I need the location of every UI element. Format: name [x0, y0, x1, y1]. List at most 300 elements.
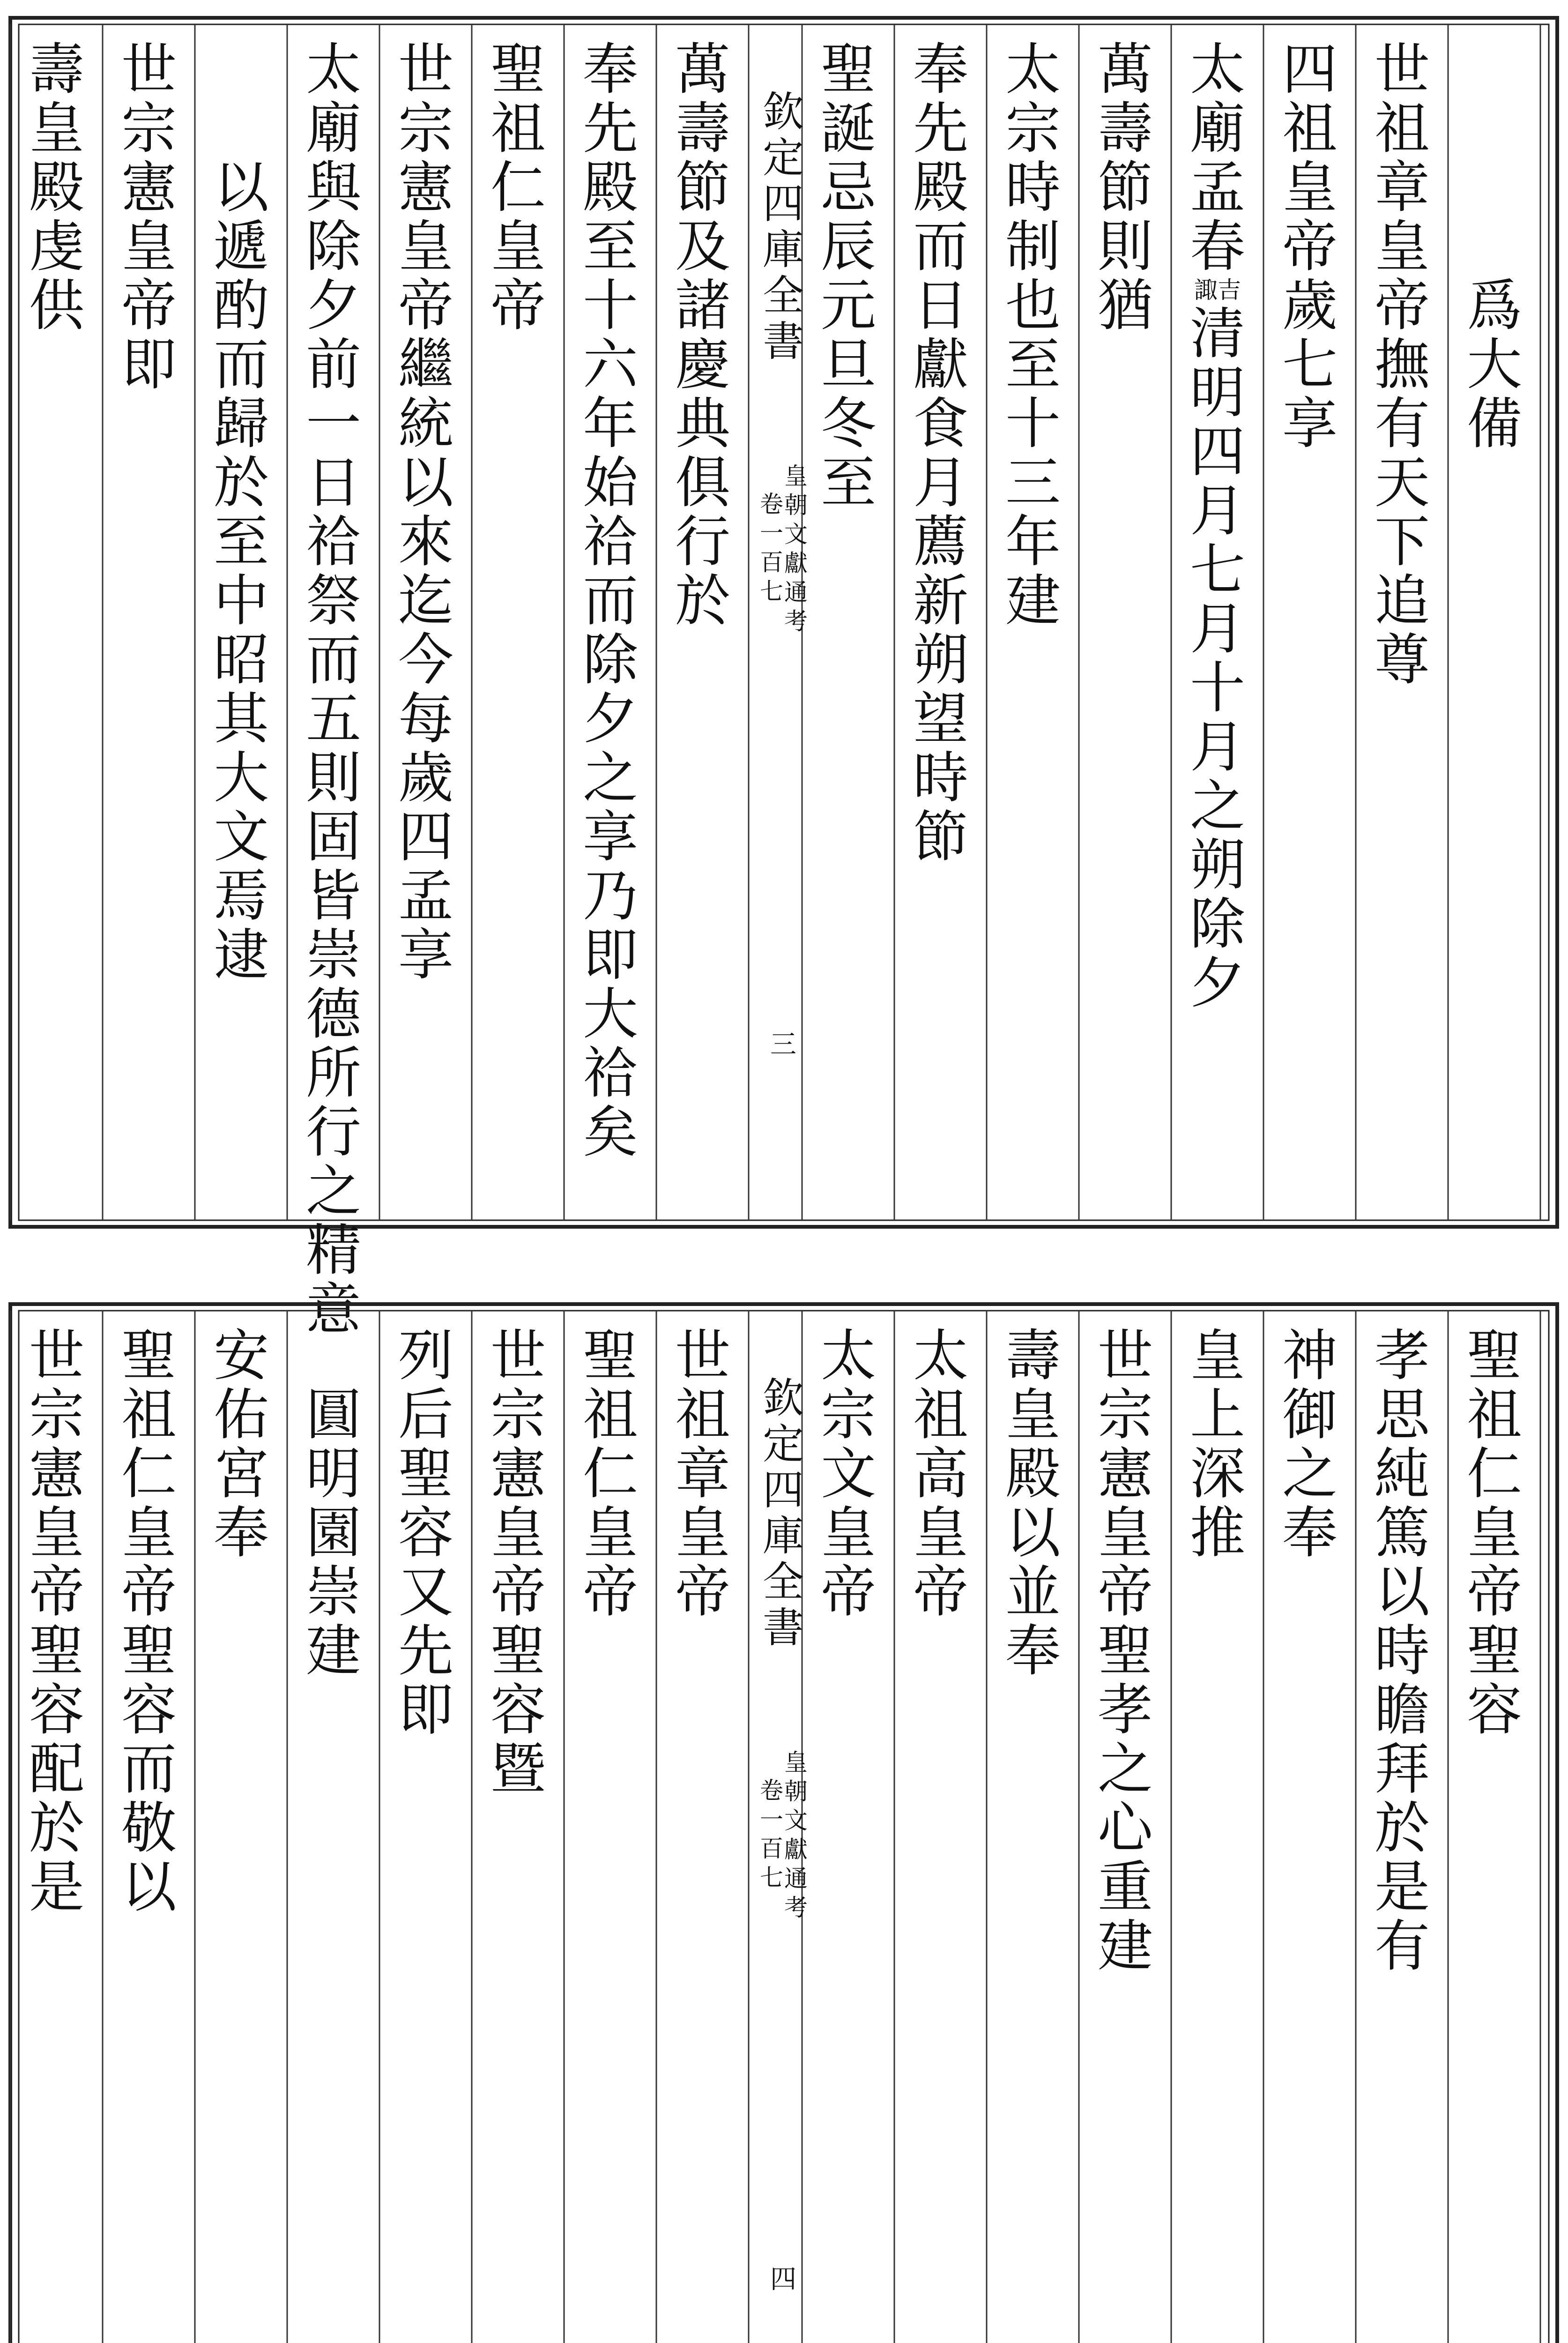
glyph: 以	[121, 1855, 177, 1919]
glyph: 百	[760, 1835, 783, 1862]
glyph: 供	[29, 273, 84, 338]
glyph: 聖	[490, 1619, 546, 1683]
text-column-left-5	[296, 1307, 371, 2343]
glyph: 心	[1097, 1796, 1153, 1860]
glyph: 憲	[29, 1441, 84, 1506]
text-column-right-5	[1088, 1307, 1163, 2343]
glyph: 除	[582, 627, 638, 692]
glyph: 大	[1466, 332, 1522, 397]
glyph: 深	[1189, 1441, 1245, 1506]
text-column-left-2	[573, 1307, 648, 2343]
glyph: 先	[913, 96, 968, 161]
glyph: 祭	[305, 568, 361, 633]
glyph: 有	[1374, 391, 1430, 456]
glyph: 獻	[784, 550, 808, 577]
glyph: 月	[1189, 478, 1245, 543]
glyph: 皇	[1282, 155, 1338, 220]
glyph: 容	[121, 1678, 177, 1742]
glyph: 天	[1374, 450, 1430, 515]
column-text	[996, 37, 1070, 633]
glyph: 節	[913, 805, 968, 869]
glyph: 每	[398, 686, 453, 751]
glyph: 帝	[121, 1560, 177, 1624]
glyph: 文	[820, 1441, 876, 1506]
glyph: 宗	[490, 1382, 546, 1447]
glyph: 獻	[784, 1836, 808, 1863]
text-column-right-7	[903, 21, 978, 1207]
glyph: 孟	[1189, 155, 1245, 220]
glyph: 萬	[675, 37, 730, 102]
text-column-left-1	[665, 1307, 740, 2343]
glyph: 殿	[582, 155, 638, 220]
glyph: 壽	[675, 96, 730, 161]
glyph: 欽	[762, 1374, 804, 1422]
column-text	[388, 1323, 463, 1742]
column-text	[1088, 37, 1163, 338]
glyph: 帝	[490, 273, 546, 338]
glyph: 歲	[1282, 273, 1338, 338]
glyph: 定	[762, 134, 804, 182]
glyph: 酌	[213, 273, 269, 338]
glyph: 祖	[121, 1382, 177, 1447]
glyph: 百	[760, 549, 783, 576]
glyph: 薦	[913, 509, 968, 574]
glyph: 世	[1097, 1323, 1153, 1388]
column-text	[19, 37, 94, 338]
glyph: 壽	[29, 37, 84, 102]
glyph: 聖	[582, 1323, 638, 1388]
glyph: 月	[913, 450, 968, 515]
glyph: 文	[784, 1807, 808, 1834]
glyph: 配	[29, 1737, 84, 1801]
juan-number	[760, 1776, 783, 1892]
glyph: 及	[675, 214, 730, 279]
text-column-left-8	[19, 21, 94, 1207]
glyph: 崇	[305, 923, 361, 987]
glyph: 宗	[820, 1382, 876, 1447]
glyph: 皇	[1466, 1500, 1522, 1565]
glyph: 皇	[1189, 1323, 1245, 1388]
glyph: 卷	[760, 491, 783, 518]
glyph: 祫	[582, 509, 638, 574]
glyph: 御	[1282, 1382, 1338, 1447]
text-column-left-3	[481, 21, 556, 1207]
glyph: 廟	[305, 96, 361, 161]
glyph: 並	[1005, 1560, 1061, 1624]
glyph: 虔	[29, 214, 84, 279]
glyph: 帝	[1097, 1560, 1153, 1624]
glyph: 下	[1374, 509, 1430, 574]
glyph: 憲	[490, 1441, 546, 1506]
text-column-right-2	[1365, 1307, 1440, 2343]
text-column-left-1	[665, 21, 740, 1207]
glyph: 誕	[820, 96, 876, 161]
glyph: 世	[490, 1323, 546, 1388]
text-column-left-7	[111, 1307, 186, 2343]
glyph: 乃	[582, 864, 638, 928]
glyph: 所	[305, 1041, 361, 1105]
glyph: 圓	[305, 1382, 361, 1447]
column-text	[1457, 273, 1532, 456]
glyph: 即	[582, 923, 638, 987]
glyph: 宗	[1097, 1382, 1153, 1447]
glyph: 憲	[398, 155, 453, 220]
glyph: 追	[1374, 568, 1430, 633]
glyph: 帝	[121, 273, 177, 338]
glyph: 祖	[675, 1382, 730, 1447]
glyph: 孝	[1097, 1678, 1153, 1742]
glyph: 中	[213, 568, 269, 633]
glyph: 瞻	[1374, 1678, 1430, 1742]
glyph: 享	[582, 805, 638, 869]
glyph: 一	[305, 391, 361, 456]
glyph: 七	[1282, 332, 1338, 397]
column-text	[665, 37, 740, 633]
glyph: 高	[913, 1441, 968, 1506]
text-column-left-6	[204, 1307, 279, 2343]
glyph: 奉	[1282, 1500, 1338, 1565]
glyph: 帝	[490, 1560, 546, 1624]
glyph: 行	[675, 509, 730, 574]
glyph: 意	[305, 1277, 361, 1342]
text-column-left-2	[573, 21, 648, 1207]
glyph: 皇	[1005, 1382, 1061, 1447]
column-text	[1365, 37, 1440, 692]
glyph: 大	[213, 746, 269, 810]
text-column-right-3	[1272, 1307, 1347, 2343]
glyph: 太	[913, 1323, 968, 1388]
glyph: 皇	[784, 1749, 808, 1776]
glyph: 祫	[582, 1041, 638, 1105]
glyph: 思	[1374, 1382, 1430, 1447]
glyph: 月	[1189, 715, 1245, 779]
glyph: 春	[1189, 214, 1245, 279]
glyph: 皇	[582, 1500, 638, 1565]
glyph: 四	[1189, 419, 1245, 484]
glyph: 而	[213, 332, 269, 397]
glyph: 新	[913, 568, 968, 633]
column-text	[296, 1382, 371, 1683]
glyph: 祖	[582, 1382, 638, 1447]
glyph: 祖	[1374, 96, 1430, 161]
glyph: 容	[398, 1500, 453, 1565]
glyph: 於	[1374, 1796, 1430, 1860]
glyph: 年	[1005, 509, 1061, 574]
glyph: 於	[213, 450, 269, 515]
glyph: 殿	[29, 155, 84, 220]
leaf-number: 三	[770, 1030, 796, 1060]
glyph: 皇	[490, 214, 546, 279]
glyph: 五	[305, 686, 361, 751]
glyph: 皆	[305, 864, 361, 928]
glyph: 辰	[820, 214, 876, 279]
glyph: 聖	[820, 37, 876, 102]
glyph: 精	[305, 1218, 361, 1283]
glyph: 列	[398, 1323, 453, 1388]
glyph: 享	[1282, 391, 1338, 456]
glyph: 暨	[490, 1737, 546, 1801]
text-column-left-8	[19, 1307, 94, 2343]
glyph: 除	[1189, 892, 1245, 956]
glyph: 三	[1005, 450, 1061, 515]
glyph: 太	[305, 37, 361, 102]
glyph: 至	[820, 450, 876, 515]
glyph: 聖	[1466, 1323, 1522, 1388]
column-text	[1180, 1323, 1255, 1565]
column-text	[296, 37, 371, 1342]
glyph: 皇	[29, 96, 84, 161]
glyph: 仁	[490, 155, 546, 220]
column-text	[1088, 1323, 1163, 1978]
fold-subtitle	[755, 1748, 811, 1945]
text-column-left-4	[388, 1307, 463, 2343]
glyph: 容	[490, 1678, 546, 1742]
column-text	[481, 37, 556, 338]
glyph: 時	[1005, 155, 1061, 220]
text-column-right-8	[811, 21, 886, 1207]
glyph: 上	[1189, 1382, 1245, 1447]
glyph: 文	[784, 521, 808, 548]
glyph: 之	[1097, 1737, 1153, 1801]
glyph: 欽	[762, 88, 804, 136]
book-title	[755, 89, 811, 365]
glyph: 皇	[784, 463, 808, 490]
glyph: 祖	[913, 1382, 968, 1447]
glyph: 考	[784, 1894, 808, 1921]
page-bottom	[0, 1286, 1568, 2343]
glyph: 其	[213, 686, 269, 751]
text-column-left-5	[296, 21, 371, 1342]
glyph: 庫	[762, 225, 804, 274]
glyph: 奉	[582, 37, 638, 102]
glyph: 祖	[1466, 1382, 1522, 1447]
glyph: 定	[762, 1420, 804, 1468]
glyph: 即	[121, 332, 177, 397]
column-text	[111, 37, 186, 397]
glyph: 皇	[820, 1500, 876, 1565]
glyph: 世	[675, 1323, 730, 1388]
glyph: 朔	[913, 627, 968, 692]
glyph: 皇	[913, 1500, 968, 1565]
glyph: 皇	[29, 1500, 84, 1565]
glyph: 先	[398, 1619, 453, 1683]
glyph: 典	[675, 391, 730, 456]
glyph: 皇	[675, 1500, 730, 1565]
glyph: 至	[213, 509, 269, 574]
text-column-left-3	[481, 1307, 556, 2343]
glyph: 俱	[675, 450, 730, 515]
glyph: 帝	[1282, 214, 1338, 279]
glyph: 太	[1005, 37, 1061, 102]
glyph: 是	[1374, 1855, 1430, 1919]
glyph: 壽	[1005, 1323, 1061, 1388]
glyph: 諸	[675, 273, 730, 338]
glyph: 即	[398, 1678, 453, 1742]
glyph: 世	[398, 37, 453, 102]
juan-number	[760, 490, 783, 606]
glyph: 逮	[213, 923, 269, 987]
glyph: 建	[1097, 1914, 1153, 1978]
glyph: 以	[1005, 1500, 1061, 1565]
column-text	[388, 37, 463, 987]
column-text	[573, 37, 648, 1164]
glyph: 日	[913, 273, 968, 338]
glyph: 至	[1005, 332, 1061, 397]
text-column-right-4	[1180, 1307, 1255, 2343]
glyph: 朝	[784, 492, 808, 519]
glyph: 食	[913, 391, 968, 456]
glyph: 章	[675, 1441, 730, 1506]
glyph: 朝	[784, 1778, 808, 1805]
glyph: 爲	[1466, 273, 1522, 338]
glyph: 獻	[913, 332, 968, 397]
glyph: 旦	[820, 332, 876, 397]
glyph: 宗	[398, 96, 453, 161]
text-column-right-1	[1457, 21, 1532, 1207]
glyph: 仁	[1466, 1441, 1522, 1506]
glyph: 昭	[213, 627, 269, 692]
glyph: 庫	[762, 1512, 804, 1560]
glyph: 壽	[1097, 96, 1153, 161]
glyph: 夕	[1189, 951, 1245, 1015]
column-text	[204, 155, 279, 987]
glyph: 帝	[29, 1560, 84, 1624]
glyph: 以	[398, 450, 453, 515]
column-text	[481, 1323, 556, 1801]
column-text	[996, 1323, 1070, 1683]
glyph: 帝	[1374, 273, 1430, 338]
glyph: 聖	[1097, 1619, 1153, 1683]
glyph: 節	[1097, 155, 1153, 220]
glyph: 帝	[820, 1560, 876, 1624]
glyph: 宗	[1005, 96, 1061, 161]
glyph: 享	[398, 923, 453, 987]
glyph: 尊	[1374, 627, 1430, 692]
glyph: 園	[305, 1500, 361, 1565]
center-fold-bottom	[755, 1307, 811, 2343]
glyph: 殿	[1005, 1441, 1061, 1506]
glyph: 猶	[1097, 273, 1153, 338]
glyph: 德	[305, 982, 361, 1046]
glyph: 帝	[675, 1560, 730, 1624]
glyph: 撫	[1374, 332, 1430, 397]
glyph: 世	[1374, 37, 1430, 102]
glyph: 至	[582, 214, 638, 279]
glyph: 來	[398, 509, 453, 574]
column-text	[665, 1323, 740, 1624]
glyph: 佑	[213, 1382, 269, 1447]
glyph: 始	[582, 450, 638, 515]
glyph: 祖	[1282, 96, 1338, 161]
column-text	[1365, 1323, 1440, 1978]
glyph: 聖	[121, 1323, 177, 1388]
text-column-right-7	[903, 1307, 978, 2343]
glyph: 歸	[213, 391, 269, 456]
glyph: 仁	[121, 1441, 177, 1506]
glyph: 遞	[213, 214, 269, 279]
glyph: 皇	[121, 1500, 177, 1565]
glyph: 皇	[398, 214, 453, 279]
glyph: 宮	[213, 1441, 269, 1506]
glyph: 宗	[121, 96, 177, 161]
glyph: 明	[305, 1441, 361, 1506]
glyph: 聖	[398, 1441, 453, 1506]
glyph: 帝	[398, 273, 453, 338]
glyph: 節	[675, 155, 730, 220]
glyph: 拜	[1374, 1737, 1430, 1801]
text-column-right-6	[996, 21, 1070, 1207]
glyph: 先	[582, 96, 638, 161]
glyph: 通	[784, 1865, 808, 1892]
glyph: 容	[1466, 1678, 1522, 1742]
glyph: 朔	[1189, 833, 1245, 897]
glyph: 冬	[820, 391, 876, 456]
glyph: 固	[305, 805, 361, 869]
glyph: 夕	[582, 686, 638, 751]
glyph: 之	[1189, 774, 1245, 838]
glyph: 奉	[1005, 1619, 1061, 1683]
glyph: 憲	[1097, 1441, 1153, 1506]
column-text	[903, 1323, 978, 1624]
glyph: 通	[784, 579, 808, 606]
glyph: 焉	[213, 864, 269, 928]
glyph: 慶	[675, 332, 730, 397]
glyph: 與	[305, 155, 361, 220]
glyph: 而	[913, 214, 968, 279]
glyph: 之	[582, 746, 638, 810]
glyph: 十	[1189, 656, 1245, 720]
glyph: 前	[305, 332, 361, 397]
glyph: 聖	[29, 1619, 84, 1683]
glyph: 則	[305, 746, 361, 810]
glyph: 容	[29, 1678, 84, 1742]
column-text	[1457, 1323, 1532, 1742]
glyph: 帝	[582, 1560, 638, 1624]
glyph: 矣	[582, 1100, 638, 1164]
column-text	[811, 37, 886, 515]
glyph: 四	[398, 805, 453, 869]
glyph: 章	[1374, 155, 1430, 220]
glyph: 七	[760, 578, 783, 605]
glyph: 繼	[398, 332, 453, 397]
glyph: 以	[1374, 1560, 1430, 1624]
glyph: 迄	[398, 568, 453, 633]
glyph: 制	[1005, 214, 1061, 279]
glyph: 統	[398, 391, 453, 456]
book-title	[755, 1375, 811, 1651]
glyph: 之	[305, 1159, 361, 1224]
glyph: 書	[762, 317, 804, 366]
glyph: 卷	[760, 1777, 783, 1804]
glyph: 全	[762, 271, 804, 320]
glyph: 崇	[305, 1560, 361, 1624]
text-column-right-8	[811, 1307, 886, 2343]
center-fold-top	[755, 21, 811, 1207]
column-text	[204, 1323, 279, 1565]
glyph: 書	[762, 1604, 804, 1652]
text-column-right-2	[1365, 21, 1440, 1207]
glyph: 夕	[305, 273, 361, 338]
glyph: 聖	[1466, 1619, 1522, 1683]
glyph: 之	[1282, 1441, 1338, 1506]
column-text	[573, 1323, 648, 1624]
glyph: 聖	[121, 1619, 177, 1683]
text-column-right-6	[996, 1307, 1070, 2343]
glyph: 時	[1374, 1619, 1430, 1683]
glyph: 時	[913, 746, 968, 810]
work-title	[784, 1748, 808, 1922]
column-text	[1180, 37, 1255, 1015]
